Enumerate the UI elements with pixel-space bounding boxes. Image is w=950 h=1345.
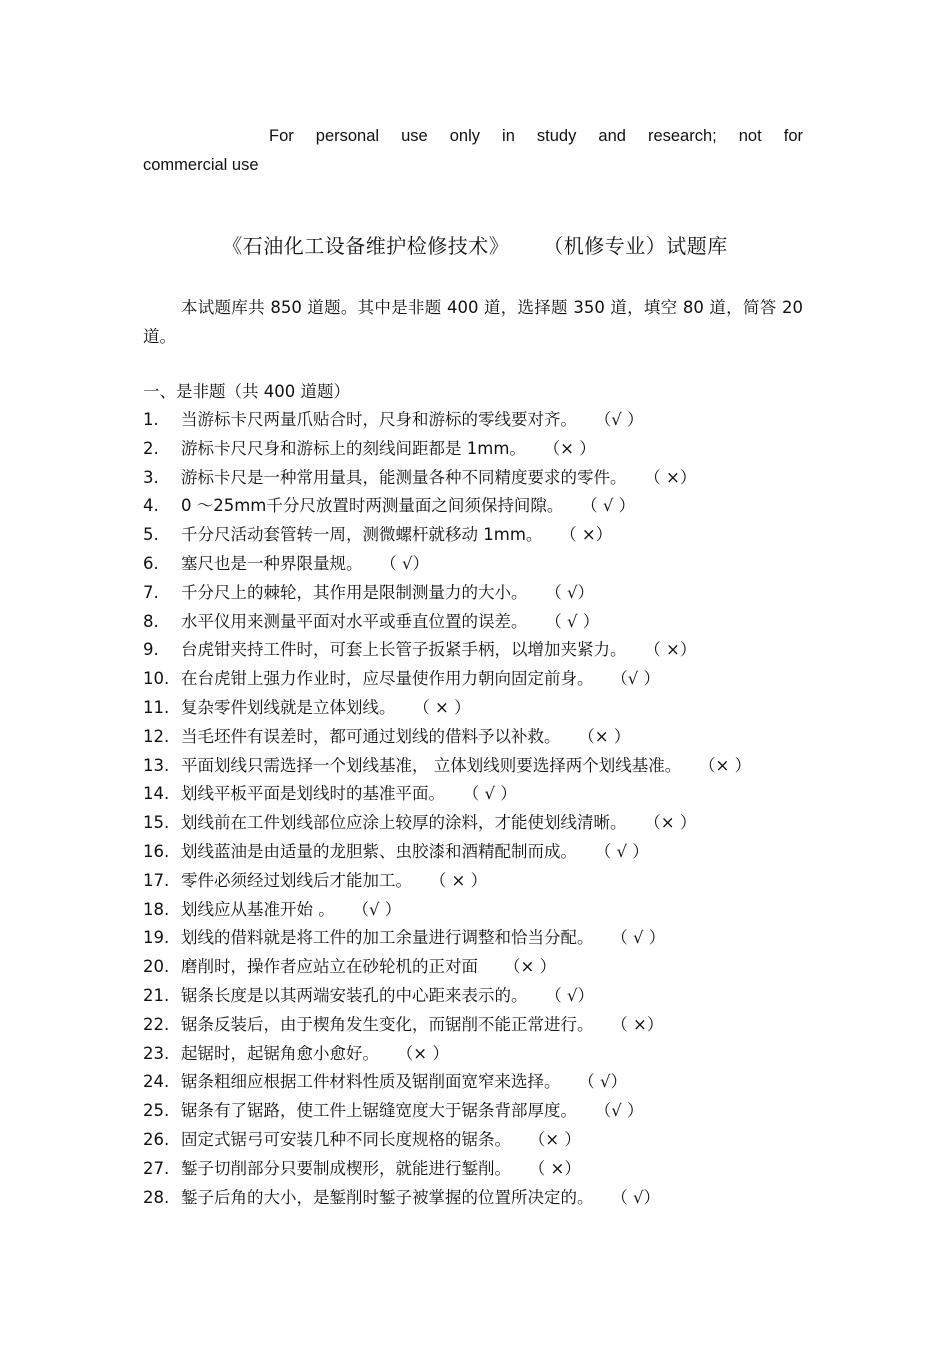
question-item: [143, 1097, 823, 1126]
question-number: 23.: [143, 1043, 170, 1063]
question-text: 錾子后角的大小，是錾削时錾子被掌握的位置所决定的。: [181, 1187, 594, 1207]
question-text: 锯条粗细应根据工件材料性质及锯削面宽窄来选择。: [181, 1072, 561, 1092]
question-text: 复杂零件划线就是立体划线。: [181, 697, 396, 717]
question-answer: （× ）: [551, 438, 596, 458]
question-number: 15.: [143, 813, 170, 833]
question-item: [143, 406, 823, 435]
question-text: 当毛坯件有误差时，都可通过划线的借料予以补救。: [181, 726, 561, 746]
question-text: 划线平板平面是划线时的基准平面。: [181, 784, 445, 804]
question-answer: （ × ）: [421, 697, 471, 717]
question-number: 17.: [143, 870, 170, 890]
question-item: [143, 550, 823, 579]
question-answer: （× ）: [707, 755, 752, 775]
question-text: 游标卡尺是一种常用量具，能测量各种不同精度要求的零件。: [181, 467, 627, 487]
question-answer: （ √）: [553, 985, 595, 1005]
question-text: 起锯时，起锯角愈小愈好。: [181, 1043, 379, 1063]
question-text: 水平仪用来测量平面对水平或垂直位置的误差。: [181, 611, 528, 631]
question-item: [143, 982, 823, 1011]
question-text: 划线应从基准开始 。: [181, 899, 335, 919]
question-number: 11.: [143, 697, 170, 717]
question-answer: （ √ ）: [471, 784, 517, 804]
question-answer: （√ ）: [603, 1101, 644, 1121]
document-title-main: 《石油化工设备维护检修技术》: [222, 234, 510, 258]
question-number: 13.: [143, 755, 170, 775]
question-list: [143, 406, 823, 1212]
question-answer: （ ×）: [619, 1014, 664, 1034]
question-answer: （√ ）: [619, 669, 661, 689]
question-number: 27.: [143, 1158, 170, 1178]
question-number: 24.: [143, 1072, 170, 1092]
question-answer: （√ ）: [603, 410, 644, 429]
question-item: [143, 924, 823, 953]
question-answer: （ √ ）: [553, 611, 600, 631]
question-number: 1.: [143, 410, 159, 429]
question-answer: （× ）: [586, 726, 631, 746]
question-text: 塞尺也是一种界限量规。: [181, 553, 363, 573]
question-number: 19.: [143, 928, 170, 948]
question-item: [143, 752, 823, 781]
question-text: 划线的借料就是将工件的加工余量进行调整和恰当分配。: [181, 928, 594, 948]
question-answer: （ √）: [586, 1072, 628, 1092]
question-number: 21.: [143, 985, 170, 1005]
question-text: 锯条反装后，由于楔角发生变化，而锯削不能正常进行。: [181, 1014, 594, 1034]
question-number: 28.: [143, 1187, 170, 1207]
question-item: [143, 953, 823, 982]
question-item: [143, 636, 823, 665]
question-item: [143, 665, 823, 694]
section-heading: 一、是非题（共 400 道题）: [143, 382, 350, 401]
question-text: 磨削时，操作者应站立在砂轮机的正对面: [181, 957, 478, 977]
question-number: 14.: [143, 784, 170, 804]
question-text: 划线前在工件划线部位应涂上较厚的涂料，才能使划线清晰。: [181, 813, 627, 833]
question-number: 7.: [143, 582, 159, 602]
question-number: 16.: [143, 841, 170, 861]
question-text: 0 ～25mm千分尺放置时两测量面之间须保持间隙。: [181, 496, 564, 516]
question-text: 平面划线只需选择一个划线基准， 立体划线则要选择两个划线基准。: [181, 755, 682, 775]
question-number: 18.: [143, 899, 170, 919]
question-answer: （× ）: [504, 957, 557, 977]
question-item: [143, 1184, 823, 1213]
question-answer: （ ×）: [652, 640, 697, 660]
question-number: 8.: [143, 611, 159, 631]
question-item: [143, 608, 823, 637]
intro-paragraph: 本试题库共 850 道题。其中是非题 400 道，选择题 350 道，填空 80 道，简答 20 道。: [143, 298, 803, 346]
question-answer: （ ×）: [568, 525, 613, 545]
usage-notice-line-1: For personal use only in study and research; not for: [269, 127, 803, 145]
question-text: 锯条长度是以其两端安装孔的中心距来表示的。: [181, 985, 528, 1005]
question-number: 2.: [143, 438, 159, 458]
question-item: [143, 579, 823, 608]
question-answer: （ × ）: [438, 870, 488, 890]
question-text: 台虎钳夹持工件时，可套上长管子扳紧手柄，以增加夹紧力。: [181, 640, 627, 660]
question-text: 千分尺上的棘轮，其作用是限制测量力的大小。: [181, 582, 528, 602]
document-title: [0, 230, 950, 259]
usage-notice: [143, 122, 803, 180]
question-item: [143, 1126, 823, 1155]
question-answer: （√ ）: [360, 899, 402, 919]
question-text: 划线蓝油是由适量的龙胆紫、虫胶漆和酒精配制而成。: [181, 841, 577, 861]
question-item: [143, 867, 823, 896]
question-item: [143, 780, 823, 809]
question-answer: （ ×）: [537, 1158, 581, 1178]
question-item: [143, 521, 823, 550]
question-item: [143, 464, 823, 493]
question-item: [143, 694, 823, 723]
question-item: [143, 809, 823, 838]
question-item: [143, 1155, 823, 1184]
question-answer: （ √）: [388, 553, 430, 573]
question-answer: （ ×）: [652, 467, 697, 487]
question-number: 9.: [143, 640, 159, 660]
question-item: [143, 1068, 823, 1097]
question-text: 锯条有了锯路，使工件上锯缝宽度大于锯条背部厚度。: [181, 1101, 577, 1121]
question-item: [143, 492, 823, 521]
question-answer: （ √ ）: [603, 841, 649, 861]
question-answer: （× ）: [652, 813, 697, 833]
question-item: [143, 1011, 823, 1040]
question-number: 12.: [143, 726, 170, 746]
question-number: 5.: [143, 525, 159, 545]
question-text: 錾子切削部分只要制成楔形，就能进行錾削。: [181, 1158, 511, 1178]
question-item: [143, 723, 823, 752]
question-number: 26.: [143, 1129, 170, 1149]
question-number: 25.: [143, 1101, 170, 1121]
question-item: [143, 896, 823, 925]
question-number: 22.: [143, 1014, 170, 1034]
question-answer: （× ）: [405, 1043, 449, 1063]
question-text: 千分尺活动套管转一周，测微螺杆就移动 1mm。: [181, 525, 543, 545]
question-answer: （ √）: [619, 1187, 661, 1207]
question-answer: （ √ ）: [589, 496, 636, 516]
question-number: 3.: [143, 467, 159, 487]
question-number: 10.: [143, 669, 170, 689]
question-text: 在台虎钳上强力作业时，应尽量使作用力朝向固定前身。: [181, 669, 594, 689]
question-item: [143, 838, 823, 867]
document-title-sub: （机修专业）试题库: [543, 234, 728, 258]
question-text: 游标卡尺尺身和游标上的刻线间距都是 1mm。: [181, 438, 526, 458]
question-text: 零件必须经过划线后才能加工。: [181, 870, 412, 890]
question-text: 固定式锯弓可安装几种不同长度规格的锯条。: [181, 1129, 511, 1149]
question-number: 4.: [143, 496, 159, 516]
question-text: 当游标卡尺两量爪贴合时，尺身和游标的零线要对齐。: [181, 410, 577, 429]
question-answer: （ √）: [553, 582, 595, 602]
question-item: [143, 435, 823, 464]
question-number: 6.: [143, 553, 159, 573]
question-answer: （ √ ）: [619, 928, 666, 948]
usage-notice-line-2: commercial use: [143, 156, 259, 174]
question-item: [143, 1040, 823, 1069]
question-answer: （× ）: [537, 1129, 581, 1149]
question-number: 20.: [143, 957, 170, 977]
